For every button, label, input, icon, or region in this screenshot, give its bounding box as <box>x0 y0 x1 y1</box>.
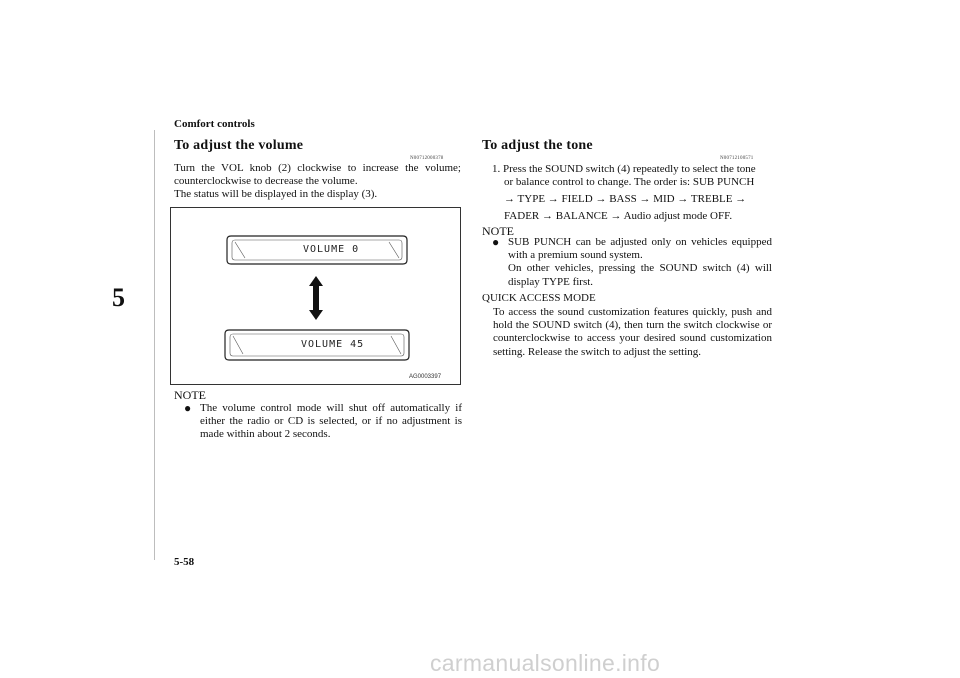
tone-step-1-line-1: 1. Press the SOUND switch (4) repeatedly to select the tone <box>492 163 756 175</box>
volume-section-code: N00712000378 <box>410 156 444 161</box>
tone-step-1-line-4: FADER → BALANCE → Audio adjust mode OFF. <box>504 209 733 222</box>
bullet-icon: ● <box>184 401 192 415</box>
volume-status-line: The status will be displayed in the display (3). <box>174 188 378 201</box>
tone-note-bullet <box>492 236 772 289</box>
lcd-top-text: VOLUME 0 <box>303 244 360 255</box>
volume-instruction: Turn the VOL knob (2) clockwise to increase the volume; counterclockwise to decrease the volume. <box>174 162 461 188</box>
volume-note-label: NOTE <box>174 388 206 402</box>
bullet-icon: ● <box>492 235 500 249</box>
tone-note-text <box>508 236 772 289</box>
volume-note-text: The volume control mode will shut off automatically if either the radio or CD is selected, or if no adjustment is made within about 2 seconds. <box>200 402 462 441</box>
tone-note-label: NOTE <box>482 224 514 238</box>
quick-access-title: QUICK ACCESS MODE <box>482 292 596 304</box>
tone-step-1 <box>492 163 772 223</box>
volume-section-title: To adjust the volume <box>174 138 304 153</box>
double-arrow-icon <box>308 276 324 320</box>
tone-note-line-a: SUB PUNCH can be adjusted only on vehicles equipped with a premium sound system. <box>508 236 772 262</box>
running-header: Comfort controls <box>174 118 255 130</box>
chapter-number: 5 <box>112 283 125 312</box>
volume-note-bullet <box>184 402 462 442</box>
tone-section-title: To adjust the tone <box>482 138 593 153</box>
watermark: carmanualsonline.info <box>430 650 661 676</box>
figure-code: AG0003397 <box>409 374 442 380</box>
page-number: 5-58 <box>174 556 195 568</box>
tone-section-code: N00712100571 <box>720 156 754 161</box>
chapter-divider <box>154 130 155 560</box>
lcd-bottom-text: VOLUME 45 <box>301 339 365 350</box>
tone-note-line-b: On other vehicles, pressing the SOUND switch (4) will display TYPE first. <box>508 262 772 288</box>
quick-access-text: To access the sound customization features quickly, push and hold the SOUND switch (4), then turn the switch clockwise or counterclockwise to access your desired sound customization setting. Release the switch to adjust the setting. <box>493 306 772 358</box>
volume-paragraph <box>174 162 461 202</box>
tone-step-1-line-3: → TYPE → FIELD → BASS → MID → TREBLE → <box>504 193 747 206</box>
volume-display-figure <box>170 207 461 385</box>
tone-step-1-line-2: or balance control to change. The order is: SUB PUNCH <box>504 176 755 189</box>
